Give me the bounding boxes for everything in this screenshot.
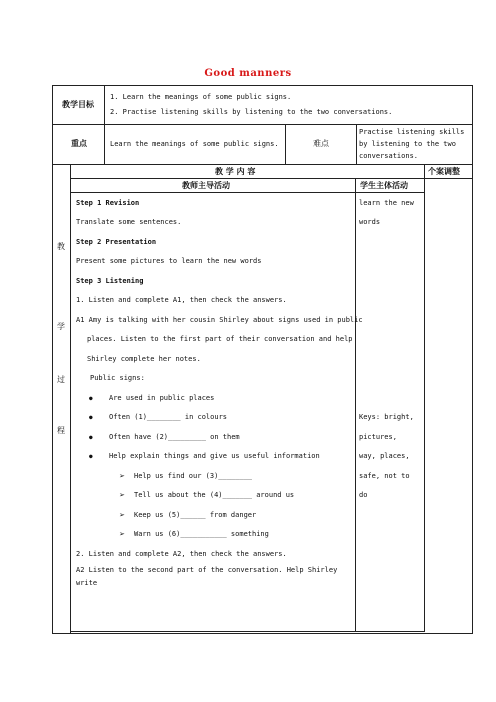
key-points-text: Learn the meanings of some public signs. [110, 140, 279, 148]
arrow-bullet-icon: ➢ [119, 530, 125, 538]
content-header: 教 学 内 容 [215, 167, 256, 176]
bullet-item: Often (1)________ in colours [109, 413, 228, 421]
answer-keys: safe, not to [359, 472, 410, 480]
step2-text: Present some pictures to learn the new words [76, 257, 262, 265]
bullet-icon: ● [89, 395, 93, 402]
arrow-bullet-icon: ➢ [119, 491, 125, 499]
arrow-item: Tell us about the (4)_______ around us [134, 491, 295, 499]
process-char: 教 [57, 242, 65, 251]
a1-line-1: A1 Amy is talking with her cousin Shirley about signs used in public [76, 316, 363, 324]
step1-title: Step 1 Revision [76, 199, 140, 207]
answer-keys: do [359, 491, 368, 499]
difficulty-text: Practise listening skills by listening to the two conversations. [359, 128, 465, 160]
a1-line-3: Shirley complete her notes. [87, 355, 201, 363]
step3-title: Step 3 Listening [76, 277, 144, 285]
step1-text: Translate some sentences. [76, 218, 182, 226]
answer-keys: Keys: bright, [359, 413, 414, 421]
process-char: 程 [57, 426, 65, 435]
teacher-header: 教师主导活动 [182, 181, 230, 190]
bullet-item: Help explain things and give us useful information [109, 452, 320, 460]
bullet-icon: ● [89, 414, 93, 421]
bullet-item: Often have (2)_________ on them [109, 433, 240, 441]
objective-1: 1. Learn the meanings of some public signs. [110, 93, 292, 101]
key-points-label: 重点 [71, 139, 87, 148]
step2-title: Step 2 Presentation [76, 238, 157, 246]
listening-item-1: 1. Listen and complete A1, then check the answers. [76, 296, 287, 304]
bullet-item: Are used in public places [109, 394, 215, 402]
arrow-item: Keep us (5)______ from danger [134, 511, 257, 519]
student-note: learn the new [359, 199, 414, 207]
bullet-icon: ● [89, 453, 93, 460]
a2-line-2: write [76, 579, 98, 587]
difficulty-label: 难点 [313, 139, 329, 148]
answer-keys: pictures, [359, 433, 397, 441]
arrow-bullet-icon: ➢ [119, 511, 125, 519]
student-header: 学生主体活动 [360, 181, 408, 190]
process-char: 过 [57, 375, 65, 384]
process-char: 学 [57, 322, 65, 331]
public-signs-label: Public signs: [90, 374, 145, 382]
objective-2: 2. Practise listening skills by listening to the two conversations. [110, 108, 393, 116]
listening-item-2: 2. Listen and complete A2, then check the answers. [76, 550, 287, 558]
arrow-item: Warn us (6)___________ something [134, 530, 269, 538]
a1-line-2: places. Listen to the first part of their conversation and help [87, 335, 353, 343]
adjust-header: 个案调整 [428, 167, 460, 176]
page-title: Good manners [204, 68, 292, 79]
student-note: words [359, 218, 381, 226]
arrow-item: Help us find our (3)________ [134, 472, 253, 480]
arrow-bullet-icon: ➢ [119, 472, 125, 480]
bullet-icon: ● [89, 434, 93, 441]
a2-line-1: A2 Listen to the second part of the conversation. Help Shirley [76, 566, 338, 574]
objectives-label: 教学目标 [62, 100, 94, 109]
answer-keys: way, places, [359, 452, 410, 460]
